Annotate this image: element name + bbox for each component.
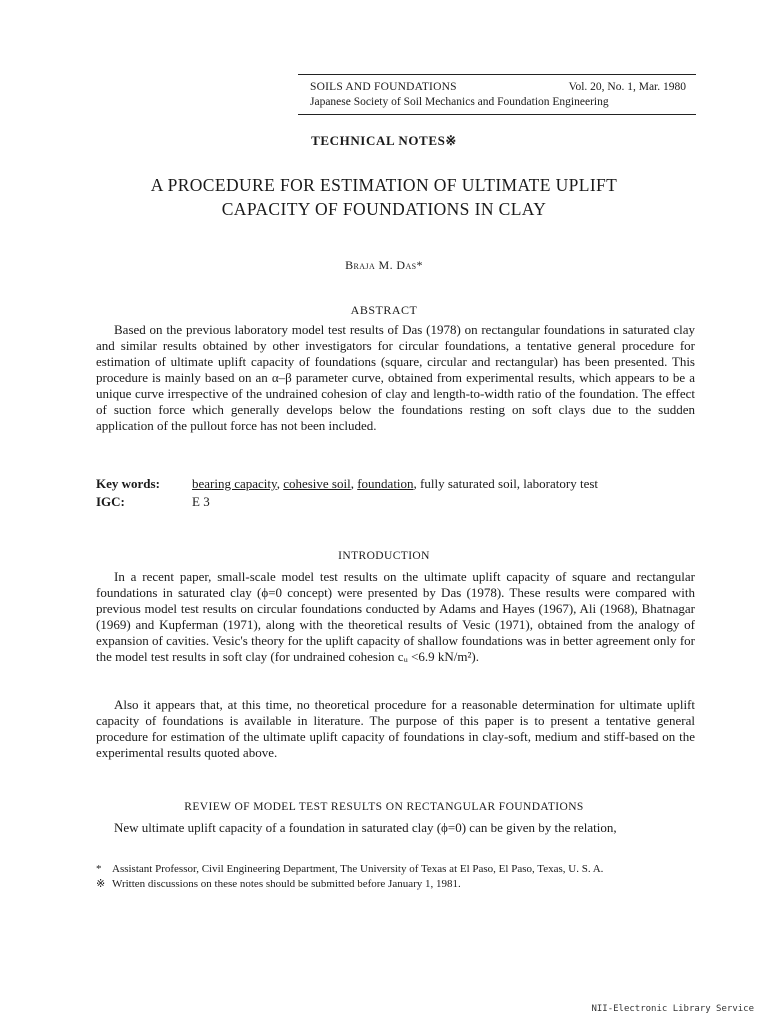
footnote-text: Assistant Professor, Civil Engineering Department, The University of Texas at El Paso, El Paso, Texas, U. S. A. xyxy=(112,863,604,875)
footnote-discussion xyxy=(96,877,695,892)
footnotes xyxy=(96,862,695,892)
keyword-2: cohesive soil xyxy=(283,476,351,491)
title-line-1: A PROCEDURE FOR ESTIMATION OF ULTIMATE UPLIFT xyxy=(150,175,618,195)
journal-name: SOILS AND FOUNDATIONS xyxy=(310,81,457,93)
journal-header xyxy=(298,74,696,115)
keyword-1: bearing capacity xyxy=(192,476,277,491)
igc-value: E 3 xyxy=(192,494,210,509)
introduction-heading: INTRODUCTION xyxy=(338,550,430,562)
keywords-rest: fully saturated soil, laboratory test xyxy=(420,476,599,491)
section-tag: TECHNICAL NOTES※ xyxy=(311,133,457,148)
author xyxy=(0,258,768,273)
paper-title xyxy=(60,173,708,221)
title-line-2: CAPACITY OF FOUNDATIONS IN CLAY xyxy=(221,199,547,219)
abstract-heading: ABSTRACT xyxy=(350,303,418,317)
introduction-para-1: In a recent paper, small-scale model test results on the ultimate uplift capacity of square and rectangular foundations in saturated clay (ϕ=0 concept) were presented by Das (1978). These results were compared with previous model test results on circular foundations conducted by Adams and Hayes (1967), Ali (1968), Bhatnagar (1969) and Kupferman (1971), along with the theoretical results of Vesic (1971), obtained from the analogy of expansion of cavities. Vesic's theory for the uplift capacity of shallow foundations was in better agreement only for the model test results in soft clay (for undrained cohesion cᵤ <6.9 kN/m²). xyxy=(96,569,695,664)
footnote-mark: * xyxy=(96,863,102,875)
library-watermark: NII-Electronic Library Service xyxy=(591,1004,754,1014)
review-para: New ultimate uplift capacity of a foundation in saturated clay (ϕ=0) can be given by the relation, xyxy=(114,820,617,835)
keywords-list: bearing capacity, cohesive soil, foundation, fully saturated soil, laboratory test xyxy=(192,476,599,491)
footnote-mark: ※ xyxy=(96,878,106,890)
footnote-text: Written discussions on these notes should be submitted before January 1, 1981. xyxy=(112,878,461,890)
keywords-block xyxy=(96,476,695,510)
footnote-author xyxy=(96,862,695,877)
keyword-3: foundation xyxy=(357,476,414,491)
abstract-text: Based on the previous laboratory model test results of Das (1978) on rectangular foundations in saturated clay and similar results obtained by other investigators for circular foundations, a tentative general procedure for estimation of ultimate uplift capacity of foundations (square, circular and rectangular) has been presented. This procedure is mainly based on an α–β parameter curve, obtained from experimental results, which appears to be a unique curve irrespective of the undrained cohesion of clay and length-to-width ratio of the foundation. The effect of suction force which generally develops below the foundations resting on soft clays due to the sudden application of the pullout force has not been included. xyxy=(96,322,695,433)
author-name: Braja M. Das* xyxy=(345,258,423,272)
keywords-label: Key words: xyxy=(96,476,160,491)
journal-volume: Vol. 20, No. 1, Mar. 1980 xyxy=(568,81,686,93)
introduction-para-2: Also it appears that, at this time, no theoretical procedure for a reasonable determination for ultimate uplift capacity of foundations is available in literature. The purpose of this paper is to present a tentative general procedure for estimation of the ultimate uplift capacity of foundations in clay-soft, medium and stiff-based on the experimental results quoted above. xyxy=(96,697,695,760)
review-heading: REVIEW OF MODEL TEST RESULTS ON RECTANGULAR FOUNDATIONS xyxy=(184,801,584,813)
igc-label: IGC: xyxy=(96,494,125,509)
journal-society: Japanese Society of Soil Mechanics and Foundation Engineering xyxy=(310,96,609,108)
